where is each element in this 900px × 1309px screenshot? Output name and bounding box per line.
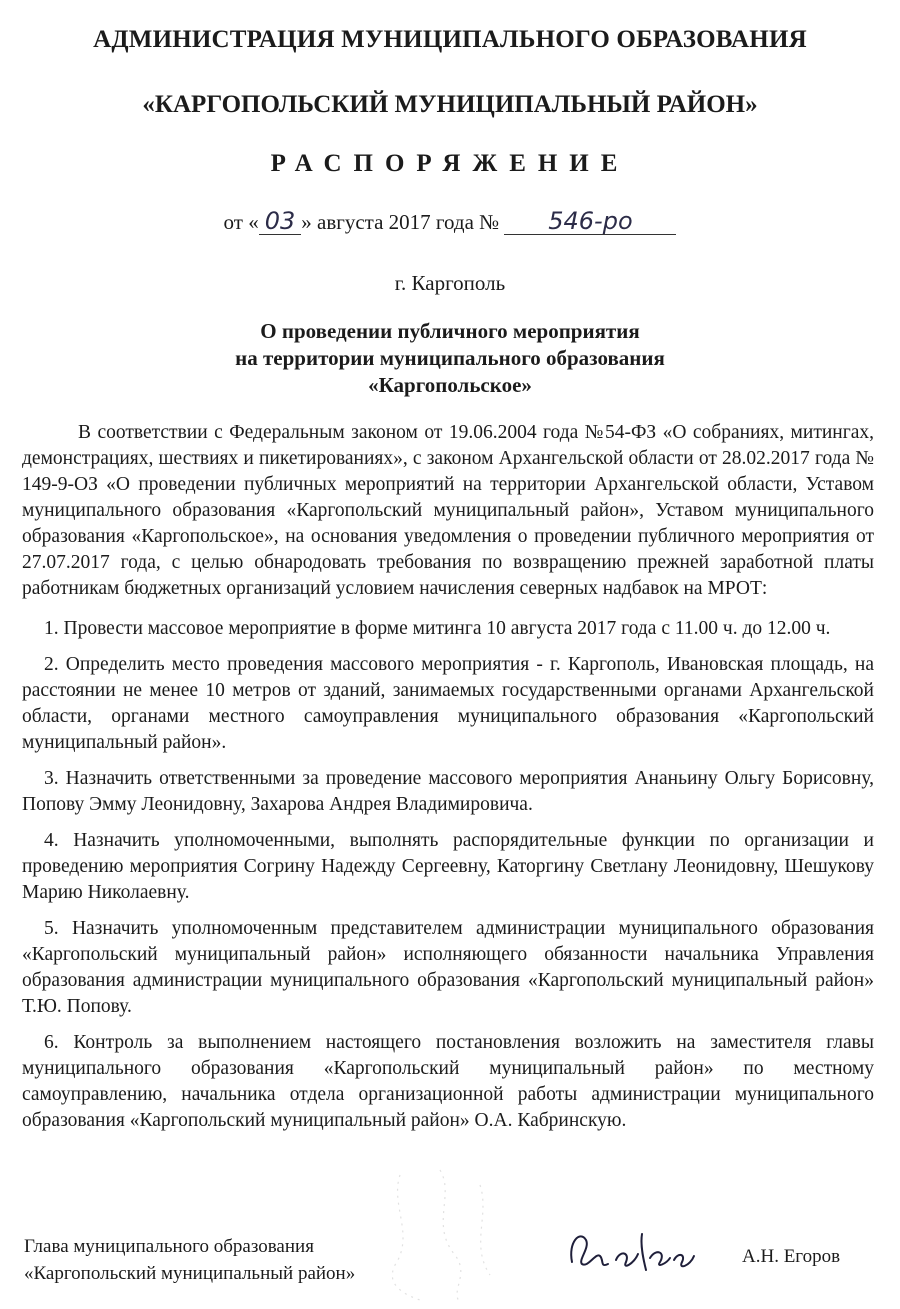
position-line2: «Каргопольский муниципальный район» — [24, 1263, 356, 1284]
faint-stamp-mark — [360, 1165, 520, 1305]
document-type: РАСПОРЯЖЕНИЕ — [270, 150, 630, 177]
item-6: 6. Контроль за выполнением настоящего постановления возложить на заместителя главы муниципального образования «Каргопольский муниципальный район» по местному самоуправлению, начальника отдела организационной работы администрации муниципального образования «Каргопольский муниципальный район» О.А. Кабринскую. — [22, 1032, 874, 1131]
handwritten-day: 03 — [259, 208, 302, 235]
handwritten-signature — [560, 1212, 700, 1282]
document-title — [0, 318, 900, 399]
org-header-line1: АДМИНИСТРАЦИЯ МУНИЦИПАЛЬНОГО ОБРАЗОВАНИЯ — [93, 26, 807, 53]
position-line1: Глава муниципального образования — [24, 1236, 314, 1257]
item-3: 3. Назначить ответственными за проведение массового мероприятия Ананьину Ольгу Борисовну, Попову Эмму Леонидовну, Захарова Андрея Владимировича. — [22, 768, 874, 815]
title-line3: «Каргопольское» — [368, 373, 532, 397]
signatory-position — [24, 1233, 355, 1287]
item-1: 1. Провести массовое мероприятие в форме митинга 10 августа 2017 года с 11.00 ч. до 12.00 ч. — [44, 618, 831, 639]
org-header-line2: «КАРГОПОЛЬСКИЙ МУНИЦИПАЛЬНЫЙ РАЙОН» — [142, 91, 758, 118]
date-middle: » августа 2017 года № — [301, 210, 500, 234]
item-5: 5. Назначить уполномоченным представителем администрации муниципального образования «Каргопольский муниципальный район» исполняющего обязанности начальника Управления образования администрации муниципального образования «Каргопольский муниципальный район» Т.Ю. Попову. — [22, 918, 874, 1017]
item-4: 4. Назначить уполномоченными, выполнять распорядительные функции по организации и проведению мероприятия Согрину Надежду Сергеевну, Каторгину Светлану Леонидовну, Шешукову Марию Николаевну. — [22, 830, 874, 903]
date-prefix: от « — [223, 210, 259, 234]
date-line — [0, 208, 900, 235]
city: г. Каргополь — [394, 271, 506, 295]
title-line1: О проведении публичного мероприятия — [260, 319, 640, 343]
handwritten-order-number: 546-ро — [504, 208, 676, 235]
document-body — [22, 420, 874, 1134]
title-line2: на территории муниципального образования — [235, 346, 665, 370]
item-2: 2. Определить место проведения массового мероприятия - г. Каргополь, Ивановская площадь, на расстоянии не менее 10 метров от зданий, занимаемых государственными органами Архангельской области, органами местного самоуправления муниципального образования «Каргопольский муниципальный район». — [22, 654, 874, 753]
intro-paragraph: В соответствии с Федеральным законом от 19.06.2004 года №54-ФЗ «О собраниях, митингах, демонстрациях, шествиях и пикетированиях», с законом Архангельской области от 28.02.2017 года № 149-9-ОЗ «О проведении публичных мероприятий на территории Архангельской области, Уставом муниципального образования «Каргопольский муниципальный район», Уставом муниципального образования «Каргопольское», на основания уведомления о проведении публичного мероприятия от 27.07.2017 года, с целью обнародовать требования по возвращению прежней заработной платы работникам бюджетных организаций условием начисления северных надбавок на МРОТ: — [22, 422, 874, 599]
signatory-name: А.Н. Егоров — [742, 1246, 841, 1267]
